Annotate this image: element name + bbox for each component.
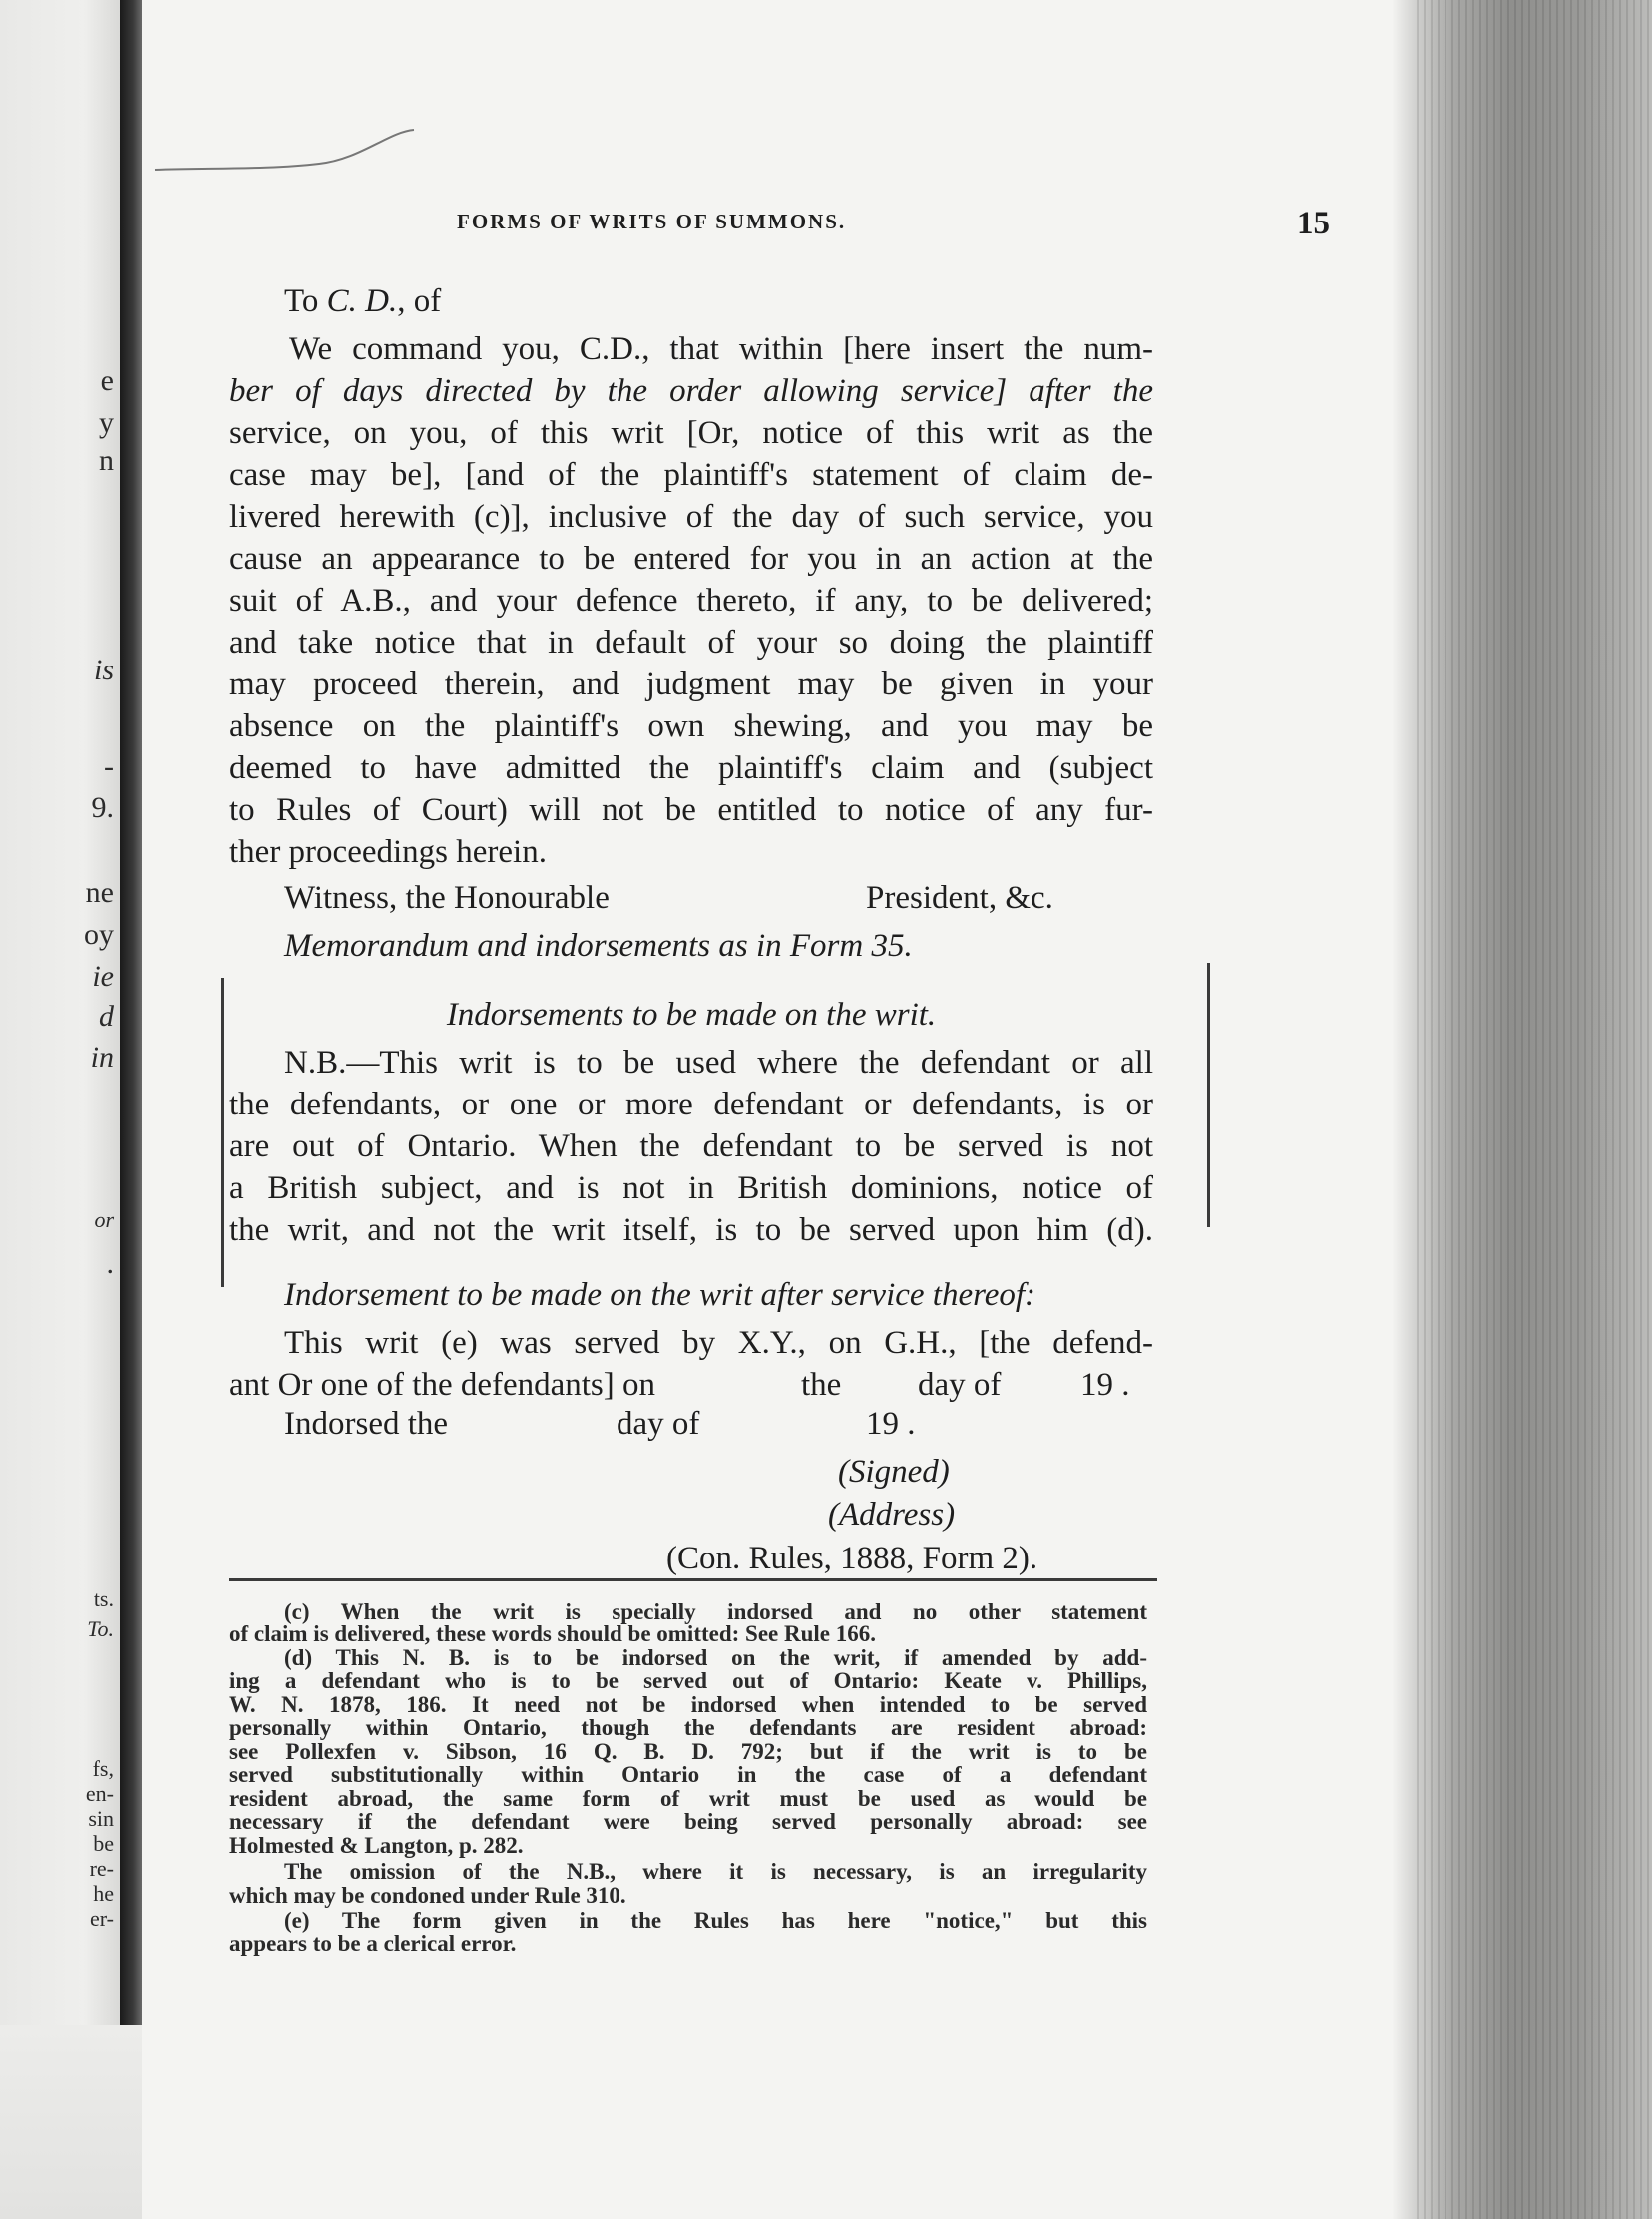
footnote-line: (d) This N. B. is to be indorsed on the writ, if amended by add- [284,1645,1147,1670]
left-page-fragment: y [99,406,114,439]
memorandum-line: Memorandum and indorsements as in Form 35. [284,928,913,964]
footnote-line: (c) When the writ is specially indorsed and no other statement [284,1599,1147,1624]
footnote-line: personally within Ontario, though the defendants are resident abroad: [229,1715,1147,1740]
body-line: ther proceedings herein. [229,834,547,870]
footnote-line: necessary if the defendant were being served personally abroad: see [229,1809,1147,1834]
citation-line: (Con. Rules, 1888, Form 2). [666,1541,1038,1576]
nb-line: the writ, and not the writ itself, is to be served upon him (d). [229,1212,1153,1248]
footnote-line: resident abroad, the same form of writ must be used as would be [229,1786,1147,1811]
left-page-fragment: en- [85,1781,114,1806]
body-line: cause an appearance to be entered for you in an action at the [229,541,1153,577]
footnote-line: appears to be a clerical error. [229,1931,517,1956]
body-line: ber of days directed by the order allowing service] after the [229,373,1153,409]
footnote-line: which may be condoned under Rule 310. [229,1883,626,1908]
body-line: We command you, C.D., that within [here insert the num- [289,331,1153,367]
nb-line: the defendants, or one or more defendant or defendants, is or [229,1087,1153,1122]
body-line: service, on you, of this writ [Or, notice of this writ as the [229,415,1153,451]
service-line-part: the [801,1367,842,1403]
left-page-fragment: be [93,1831,114,1856]
left-page-fragment: - [104,750,114,783]
after-service-heading: Indorsement to be made on the writ after service thereof: [284,1277,1036,1313]
left-page-fragment: re- [89,1856,114,1881]
footnote-line: ing a defendant who is to be served out of Ontario: Keate v. Phillips, [229,1668,1147,1693]
indorsements-heading: Indorsements to be made on the writ. [446,997,937,1033]
nb-line: N.B.—This writ is to be used where the defendant or all [284,1045,1153,1081]
body-line: suit of A.B., and your defence thereto, if any, to be delivered; [229,583,1153,619]
nb-line: a British subject, and is not in British dominions, notice of [229,1170,1153,1206]
body-line: and take notice that in default of your so doing the plaintiff [229,625,1153,661]
left-page-fragment: ie [92,960,114,993]
left-page-fragment: e [100,364,114,397]
body-line: to Rules of Court) will not be entitled to notice of any fur- [229,792,1153,828]
left-page-fragment: er- [90,1906,114,1931]
service-line: This writ (e) was served by X.Y., on G.H., [the defend- [284,1325,1153,1361]
indorsed-line-part: Indorsed the [284,1406,449,1442]
body-line: absence on the plaintiff's own shewing, and you may be [229,708,1153,744]
margin-line-left [221,978,224,1287]
left-page-fragment: To. [87,1616,114,1641]
footnote-rule [229,1578,1157,1581]
left-page-fragment: sin [88,1806,114,1831]
body-line: may proceed therein, and judgment may be given in your [229,666,1153,702]
service-line-part: 19 . [1080,1367,1130,1403]
left-page-fragment: or [94,1207,114,1232]
service-line-part: ant Or one of the defendants] on [229,1367,656,1403]
indorsed-line-part: 19 . [866,1406,916,1442]
nb-line: are out of Ontario. When the defendant to be served is not [229,1128,1153,1164]
service-line-part: day of [918,1367,1002,1403]
footnote-line: served substitutionally within Ontario in the case of a defendant [229,1762,1147,1787]
footnote-line: of claim is delivered, these words should be omitted: See Rule 166. [229,1621,877,1646]
left-page-fragment: . [106,1247,114,1280]
left-page-fragment: 9. [91,791,114,824]
signed-line: (Signed) [838,1454,950,1490]
left-page-fragment: d [99,1000,114,1033]
footnote-line: Holmested & Langton, p. 282. [229,1833,524,1858]
left-page-fragment: in [90,1041,114,1074]
body-line: case may be], [and of the plaintiff's statement of claim de- [229,457,1153,493]
witness-title: President, &c. [866,880,1053,916]
footnote-line: (e) The form given in the Rules has here "notice," but this [284,1908,1147,1933]
witness-label: Witness, the Honourable [284,880,610,916]
left-page-fragment: oy [84,918,114,951]
left-page-fragment: is [93,654,114,686]
left-page-fragment: he [93,1881,114,1906]
left-page-fragment: fs, [92,1756,114,1781]
footnote-line: see Pollexfen v. Sibson, 16 Q. B. D. 792; but if the writ is to be [229,1739,1147,1764]
left-page-fragment: ts. [93,1586,114,1611]
indorsed-line-part: day of [617,1406,700,1442]
left-page-fragment: ne [85,876,114,909]
address-line: (Address) [828,1497,956,1533]
page-number: 15 [1297,206,1330,241]
margin-line-right [1207,963,1210,1227]
running-head: FORMS OF WRITS OF SUMMONS. [457,210,847,233]
body-line: deemed to have admitted the plaintiff's claim and (subject [229,750,1153,786]
addressee-line: To C. D., of [284,283,442,319]
body-line: livered herewith (c)], inclusive of the day of such service, you [229,499,1153,535]
footnote-line: W. N. 1878, 186. It need not be indorsed when intended to be served [229,1692,1147,1717]
left-page-fragment: n [99,444,114,477]
footnote-line: The omission of the N.B., where it is necessary, is an irregularity [284,1859,1147,1884]
